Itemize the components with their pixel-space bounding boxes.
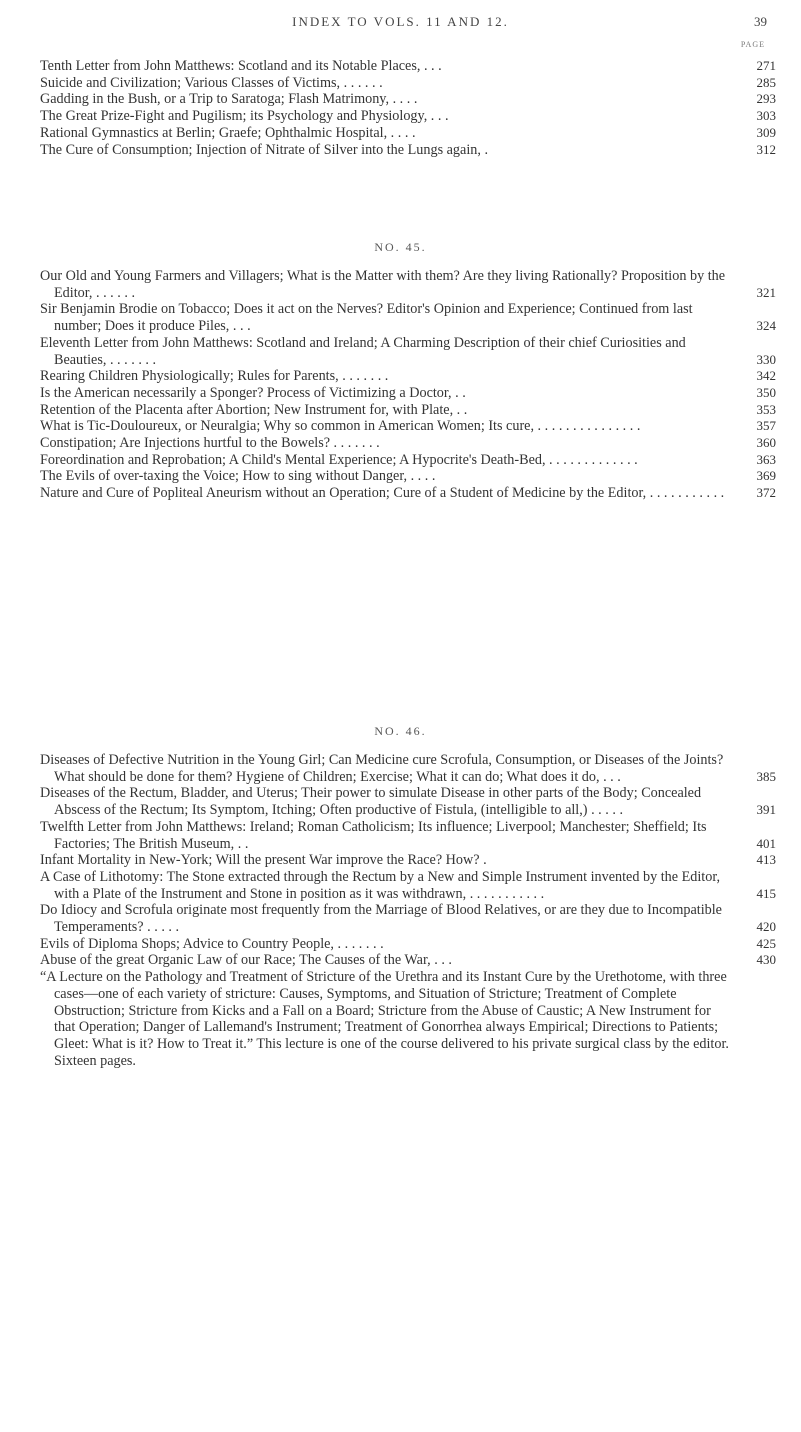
entry-page: 330 bbox=[756, 351, 776, 367]
index-entry: Foreordination and Reprobation; A Child's Mental Experience; A Hypocrite's Death-Bed, . . . . . . . . . . . . . 363 bbox=[40, 451, 776, 468]
entry-page: 285 bbox=[756, 74, 776, 90]
entry-page: 385 bbox=[756, 768, 776, 784]
entry-page: 430 bbox=[756, 952, 776, 968]
index-entry: Diseases of Defective Nutrition in the Young Girl; Can Medicine cure Scrofula, Consumption, or Diseases of the Joints? What should be done for them? Hygiene of Children; Exercise; What it can do; What does it do, . . . 385 bbox=[40, 752, 776, 785]
index-entry: Tenth Letter from John Matthews: Scotland and its Notable Places, . . . 271 bbox=[40, 58, 776, 74]
entry-page: 425 bbox=[756, 935, 776, 951]
entry-page: 413 bbox=[756, 852, 776, 868]
index-entry: Infant Mortality in New-York; Will the present War improve the Race? How? . 413 bbox=[40, 852, 776, 869]
running-head: INDEX TO VOLS. 11 AND 12. bbox=[292, 14, 509, 29]
entry-page: 369 bbox=[756, 468, 776, 484]
page-number: 39 bbox=[754, 14, 767, 29]
entry-page: 360 bbox=[756, 435, 776, 451]
index-entry: Eleventh Letter from John Matthews: Scotland and Ireland; A Charming Description of their chief Curiosities and Beauties, . . . . . . . 330 bbox=[40, 334, 776, 368]
entry-page: 357 bbox=[756, 418, 776, 434]
entry-page: 309 bbox=[756, 124, 776, 140]
index-entry: Evils of Diploma Shops; Advice to Country People, . . . . . . . 425 bbox=[40, 935, 776, 952]
entry-page: 420 bbox=[756, 919, 776, 935]
no45-entries bbox=[40, 268, 776, 502]
entry-page: 312 bbox=[756, 141, 776, 157]
index-entry: Is the American necessarily a Sponger? Process of Victimizing a Doctor, . . 350 bbox=[40, 384, 776, 401]
index-entry: Rational Gymnastics at Berlin; Graefe; Ophthalmic Hospital, . . . . 309 bbox=[40, 124, 776, 141]
index-entry: Rearing Children Physiologically; Rules for Parents, . . . . . . . 342 bbox=[40, 368, 776, 385]
entry-page: 415 bbox=[756, 885, 776, 901]
index-entry: Sir Benjamin Brodie on Tobacco; Does it act on the Nerves? Editor's Opinion and Experience; Continued from last number; Does it produce Piles, . . . 324 bbox=[40, 301, 776, 335]
index-entry: Suicide and Civilization; Various Classes of Victims, . . . . . . 285 bbox=[40, 74, 776, 91]
index-entry: Do Idiocy and Scrofula originate most frequently from the Marriage of Blood Relatives, or are they due to Incompatible Temperaments? . . . . . 420 bbox=[40, 902, 776, 936]
entry-page: 293 bbox=[756, 91, 776, 107]
index-entry: The Great Prize-Fight and Pugilism; its Psychology and Physiology, . . . 303 bbox=[40, 108, 776, 125]
entry-page: 353 bbox=[756, 401, 776, 417]
section-heading-no45: NO. 45. bbox=[374, 240, 427, 254]
entry-page: 350 bbox=[756, 384, 776, 400]
entry-page: 271 bbox=[756, 58, 776, 73]
index-entry: A Case of Lithotomy: The Stone extracted through the Rectum by a New and Simple Instrument invented by the Editor, with a Plate of the Instrument and Stone in position as it was withdrawn, . . . . . . . . . . . 415 bbox=[40, 868, 776, 902]
entry-page: 372 bbox=[756, 485, 776, 501]
index-entry: Diseases of the Rectum, Bladder, and Uterus; Their power to simulate Disease in other parts of the Body; Concealed Abscess of the Rectum; Its Symptom, Itching; Often productive of Fistula, (intelligible to all,) . . . . . 391 bbox=[40, 785, 776, 819]
entry-page: 321 bbox=[756, 284, 776, 300]
entry-page: 303 bbox=[756, 108, 776, 124]
index-entry: Retention of the Placenta after Abortion; New Instrument for, with Plate, . . 353 bbox=[40, 401, 776, 418]
entry-page: 401 bbox=[756, 835, 776, 851]
entry-page: 363 bbox=[756, 451, 776, 467]
top-entries bbox=[40, 58, 776, 158]
page-column-label: PAGE bbox=[740, 40, 765, 49]
no46-entries bbox=[40, 752, 776, 1069]
index-entry: “A Lecture on the Pathology and Treatment of Stricture of the Urethra and its Instant Cure by the Urethotome, with three cases—one of each variety of stricture: Causes, Symptoms, and Situation of Stricture; Treatment of Complete Obstruction; Stricture from Kicks and a Fall on a Board; Stricture from the Abuse of Caustic; A New Instrument for that Operation; Danger of Lallemand's Instrument; Treatment of Gonorrhea always Empirical; Directions to Patients; Gleet: What is it? How to Treat it.” This lecture is one of the course delivered to his private surgical class by the editor. Sixteen pages. bbox=[40, 969, 729, 1069]
index-entry: What is Tic-Douloureux, or Neuralgia; Why so common in American Women; Its cure, . . . . . . . . . . . . . . . 357 bbox=[40, 418, 776, 435]
index-entry: Abuse of the great Organic Law of our Race; The Causes of the War, . . . 430 bbox=[40, 952, 776, 969]
index-entry: Constipation; Are Injections hurtful to the Bowels? . . . . . . . 360 bbox=[40, 435, 776, 452]
entry-page: 324 bbox=[756, 318, 776, 334]
entry-page: 391 bbox=[756, 802, 776, 818]
entry-page: 342 bbox=[756, 368, 776, 384]
index-entry: Nature and Cure of Popliteal Aneurism without an Operation; Cure of a Student of Medicine by the Editor, . . . . . . . . . . . 372 bbox=[40, 485, 776, 502]
index-entry: Our Old and Young Farmers and Villagers; What is the Matter with them? Are they living Rationally? Proposition by the Editor, . . . . . . 321 bbox=[40, 268, 776, 301]
index-entry: The Cure of Consumption; Injection of Nitrate of Silver into the Lungs again, . 312 bbox=[40, 141, 776, 158]
section-heading-no46: NO. 46. bbox=[374, 724, 427, 738]
index-entry: Gadding in the Bush, or a Trip to Saratoga; Flash Matrimony, . . . . 293 bbox=[40, 91, 776, 108]
index-entry: Twelfth Letter from John Matthews: Ireland; Roman Catholicism; Its influence; Liverpool; Manchester; Sheffield; Its Factories; The British Museum, . . 401 bbox=[40, 818, 776, 852]
index-entry: The Evils of over-taxing the Voice; How to sing without Danger, . . . . 369 bbox=[40, 468, 776, 485]
